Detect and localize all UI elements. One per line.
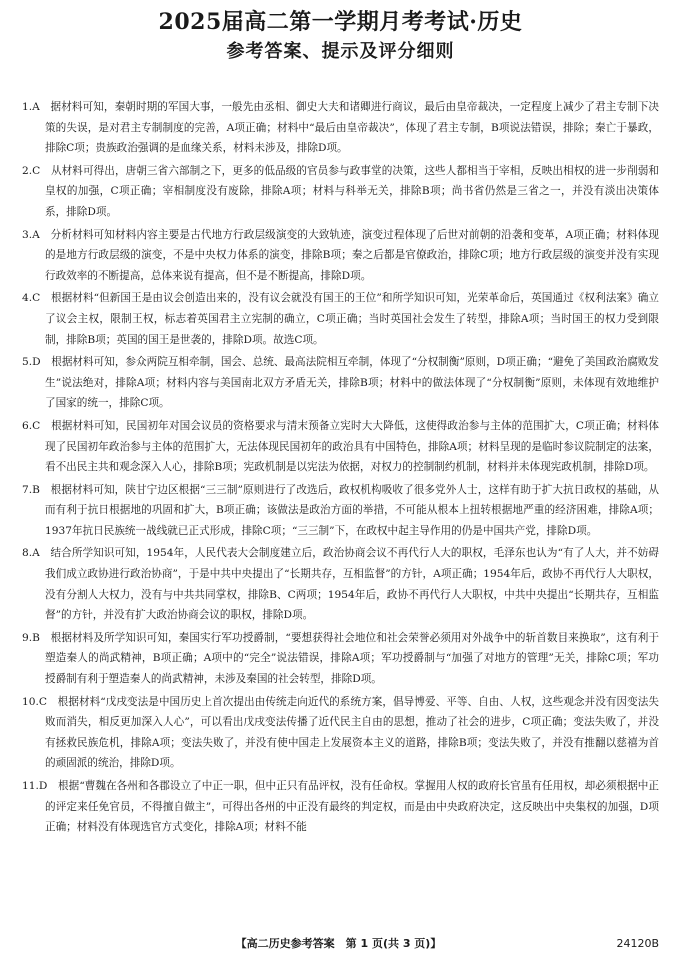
item-number: 8. xyxy=(22,547,33,560)
item-explanation: 根据材料可知，陕甘宁边区根据“三三制”原则进行了改选后，政权机构吸收了很多党外人士，这样有助于扩大抗日政权的基础，从而有利于抗日根据地的巩固和扩大，B项正确；该做法是政治方面的举措，不可能从根本上扭转根据地严重的经济困难，排除A项；1937年抗日民族统一战线就已正式形成，排除C项；“三三制”下，在政权中起主导作用的仍是中国共产党，排除D项。 xyxy=(45,483,660,537)
page-title: 2025届高二第一学期月考考试·历史 xyxy=(158,9,523,35)
item-explanation: 根据材料可知，参众两院互相牵制，国会、总统、最高法院相互牵制，体现了“分权制衡”原则，D项正确；“避免了美国政治腐败发生”说法绝对，排除A项；材料内容与美国南北双方矛盾无关，排除B项；材料中的做法体现了“分权制衡”原则，未体现有效地维护了国家的统一，排除C项。 xyxy=(45,356,659,410)
item-answer: D xyxy=(32,356,41,369)
item-answer: A xyxy=(32,101,40,113)
page-subtitle: 参考答案、提示及评分细则 xyxy=(226,41,455,62)
item-answer: B xyxy=(32,483,40,496)
page-footer xyxy=(0,934,677,954)
item-answer: D xyxy=(38,780,48,792)
item-number: 11. xyxy=(22,780,39,792)
item-number: 6. xyxy=(22,419,33,432)
answer-list xyxy=(22,97,659,838)
answer-item-4 xyxy=(22,288,659,350)
item-number: 1. xyxy=(22,101,33,113)
item-explanation: 结合所学知识可知，1954年，人民代表大会制度建立后，政治协商会议不再代行人大的职权，毛泽东也认为“有了人大，并不妨碍我们成立政协进行政治协商”，于是中共中央提出了“长期共存，互相监督”的方针，A项正确；1954年后，政协不再代行人大职权，没有分割人大权力，没有与中共共同掌权，排除B、C两项；1954年后，政协不再代行人大职权，中共中央提出“长期共存，互相监督”的方针，并没有扩大政治协商会议的职权，排除D项。 xyxy=(45,547,660,622)
item-explanation: 从材料可得出，唐朝三省六部制之下，更多的低品级的官员参与政事堂的决策，这些人都相当于宰相，反映出相权的进一步削弱和皇权的加强，C项正确；宰相制度没有废除，排除A项；材料与科举无关，排除B项；尚书省仍然是三省之一，并没有淡出决策体系，排除D项。 xyxy=(45,164,660,218)
item-explanation: 根据材料及所学知识可知，秦国实行军功授爵制，“要想获得社会地位和社会荣誉必须用对外战争中的斩首数目来换取”，这有利于塑造秦人的尚武精神，B项正确；A项中的“完全”说法错误，排除A项；军功授爵制与“加强了对地方的管理”无关，排除C项；军功授爵制有利于塑造秦人的尚武精神，未涉及秦国的社会转型，排除D项。 xyxy=(45,631,660,686)
item-answer: C xyxy=(32,292,41,305)
item-explanation: 根据材料“但新国王是由议会创造出来的，没有议会就没有国王的王位”和所学知识可知，光荣革命后，英国通过《权利法案》确立了议会主权，限制王权，标志着英国君主立宪制的确立，C项正确；当时英国社会发生了转型，排除A项；当时国王的权力受到限制，排除B项；英国的国王是世袭的，排除D项。故选C项。 xyxy=(45,292,659,346)
item-explanation: 根据材料“戊戌变法是中国历史上首次提出由传统走向近代的系统方案，倡导博爱、平等、自由、人权，这些观念并没有因变法失败而消失，相反更加深入人心”，可以看出戊戌变法传播了近代民主自由的思想，推动了社会的进步，C项正确；变法失败了，并没有拯救民族危机，排除A项；变法失败了，并没有使中国走上发展资本主义的道路，排除B项；变法失败了，并没有推翻以慈禧为首的顽固派的统治，排除D项。 xyxy=(45,695,660,770)
answer-item-6 xyxy=(22,416,659,478)
item-number: 2. xyxy=(22,164,33,177)
answer-item-10 xyxy=(22,692,659,774)
item-number: 4. xyxy=(22,292,33,305)
item-explanation: 根据材料可知，民国初年对国会议员的资格要求与清末预备立宪时大大降低，这使得政治参与主体的范围扩大，C项正确；材料体现了民国初年政治参与主体的范围扩大，无法体现民国初年的政治具有中国特色，排除A项；材料呈现的是临时参议院制定的法案，看不出民主共和观念深入人心，排除B项；宪政机制是以宪法为依据，对权力的控制制约机制，材料并未体现宪政机制，排除D项。 xyxy=(45,419,660,474)
item-answer: A xyxy=(32,547,40,560)
item-number: 10. xyxy=(22,695,39,708)
answer-item-8 xyxy=(22,543,659,625)
item-number: 3. xyxy=(22,228,33,241)
item-number: 9. xyxy=(22,631,33,644)
answer-item-9 xyxy=(22,628,659,690)
answer-item-5 xyxy=(22,352,659,414)
item-answer: C xyxy=(32,419,41,432)
item-explanation: 分析材料可知材料内容主要是古代地方行政层级演变的大致轨迹，演变过程体现了后世对前朝的沿袭和变革，A项正确；材料体现的是地方行政层级的演变，不是中央权力体系的演变，排除B项；秦之后都是官僚政治，排除C项；地方行政层级的演变并没有实现行政效率的不断提高，总体来说有提高，但不是不断提高，排除D项。 xyxy=(45,228,660,282)
answer-item-3 xyxy=(22,225,659,287)
footer-page-info: 【高二历史参考答案 第 1 页(共 3 页)】 xyxy=(235,937,442,950)
answer-item-7 xyxy=(22,480,659,542)
item-answer: B xyxy=(32,631,40,644)
item-explanation: 据材料可知，秦朝时期的军国大事，一般先由丞相、御史大夫和诸卿进行商议，最后由皇帝裁决，一定程度上减少了君主专制下决策的失误，是对君主专制制度的完善，A项正确；材料中“最后由皇帝裁决”，体现了君主专制，B项说法错误，排除；秦亡于暴政，排除C项；贵族政治强调的是血缘关系，材料未涉及，排除D项。 xyxy=(45,101,660,155)
item-answer: C xyxy=(38,695,47,708)
item-number: 7. xyxy=(22,483,33,496)
item-number: 5. xyxy=(22,356,33,369)
item-answer: C xyxy=(32,164,41,177)
item-explanation: 根据“曹魏在各州和各郡设立了中正一职，但中正只有品评权，没有任命权。掌握用人权的政府长官虽有任用权，却必须根据中正的评定来任免官员，不得擅自做主”，可得出各州的中正没有最终的判定权，而是由中央政府决定，这反映出中央集权的加强，D项正确；材料没有体现选官方式变化，排除A项；材料不能 xyxy=(45,780,660,834)
footer-exam-code: 24120B xyxy=(616,937,659,950)
answer-item-1 xyxy=(22,97,659,159)
item-answer: A xyxy=(32,228,40,241)
answer-item-11 xyxy=(22,776,659,838)
answer-item-2 xyxy=(22,161,659,223)
